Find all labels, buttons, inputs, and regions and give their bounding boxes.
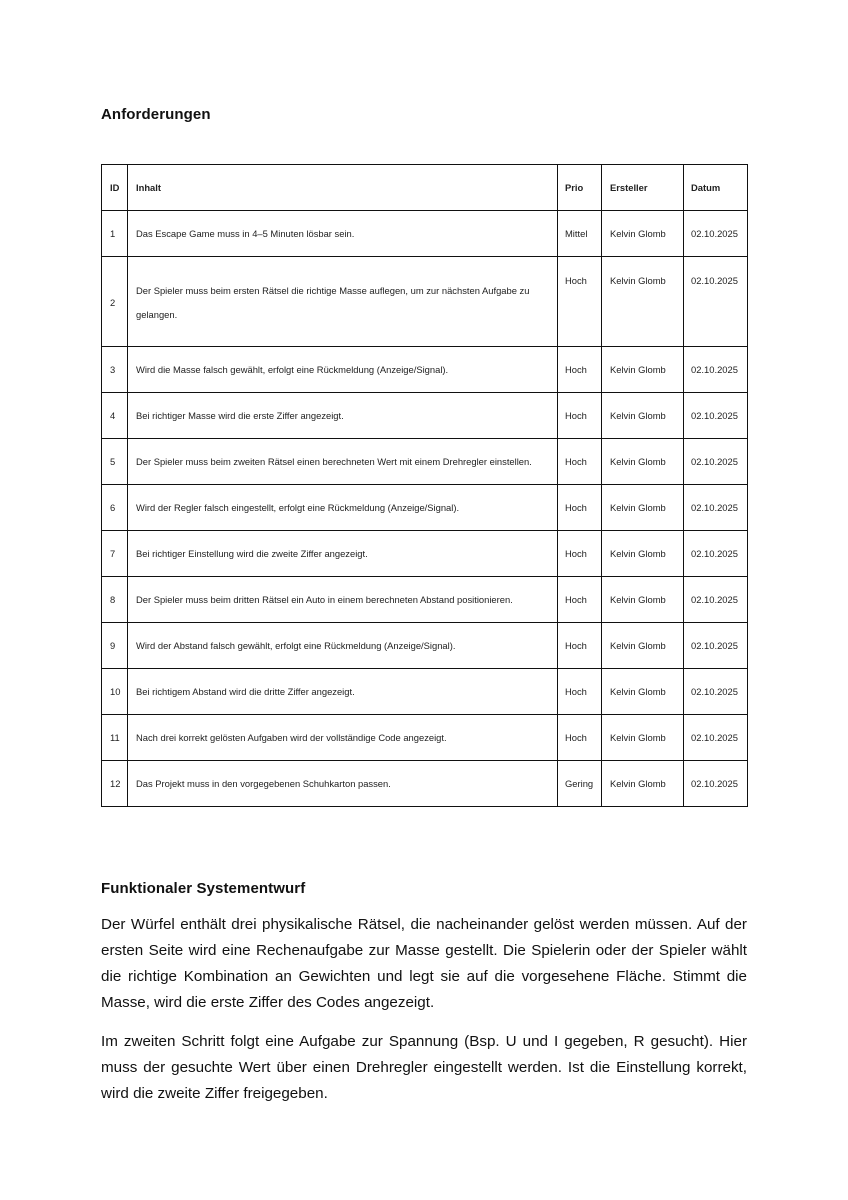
cell-id: 12 bbox=[102, 761, 128, 807]
cell-prio: Hoch bbox=[558, 257, 602, 347]
cell-inhalt: Nach drei korrekt gelösten Aufgaben wird der vollständige Code angezeigt. bbox=[128, 715, 558, 761]
requirements-table bbox=[101, 164, 748, 807]
paragraph: Der Würfel enthält drei physikalische Rätsel, die nacheinander gelöst werden müssen. Auf der ersten Seite wird eine Rechenaufgabe zur Masse gestellt. Die Spielerin oder der Spieler wählt die richtige Kombination an Gewichten und legt sie auf die vorgesehene Fläche. Stimmt die Masse, wird die erste Ziffer des Codes angezeigt. bbox=[101, 916, 747, 1011]
table-row bbox=[102, 211, 748, 257]
cell-prio: Hoch bbox=[558, 669, 602, 715]
cell-datum: 02.10.2025 bbox=[684, 347, 748, 393]
cell-inhalt: Bei richtigem Abstand wird die dritte Ziffer angezeigt. bbox=[128, 669, 558, 715]
table-row bbox=[102, 669, 748, 715]
table-row bbox=[102, 439, 748, 485]
functional-design-heading: Funktionaler Systementwurf bbox=[101, 880, 306, 897]
table-header-row bbox=[102, 165, 748, 211]
cell-ersteller: Kelvin Glomb bbox=[602, 761, 684, 807]
cell-prio: Mittel bbox=[558, 211, 602, 257]
cell-datum: 02.10.2025 bbox=[684, 715, 748, 761]
cell-ersteller: Kelvin Glomb bbox=[602, 439, 684, 485]
cell-inhalt: Das Projekt muss in den vorgegebenen Schuhkarton passen. bbox=[128, 761, 558, 807]
cell-inhalt: Wird der Regler falsch eingestellt, erfolgt eine Rückmeldung (Anzeige/Signal). bbox=[128, 485, 558, 531]
cell-datum: 02.10.2025 bbox=[684, 485, 748, 531]
cell-id: 2 bbox=[102, 257, 128, 347]
header-datum: Datum bbox=[684, 165, 748, 211]
header-id: ID bbox=[102, 165, 128, 211]
cell-ersteller: Kelvin Glomb bbox=[602, 577, 684, 623]
cell-prio: Hoch bbox=[558, 485, 602, 531]
cell-inhalt: Bei richtiger Masse wird die erste Ziffer angezeigt. bbox=[128, 393, 558, 439]
cell-datum: 02.10.2025 bbox=[684, 257, 748, 347]
cell-prio: Hoch bbox=[558, 623, 602, 669]
cell-ersteller: Kelvin Glomb bbox=[602, 715, 684, 761]
cell-id: 4 bbox=[102, 393, 128, 439]
cell-id: 7 bbox=[102, 531, 128, 577]
table-row bbox=[102, 623, 748, 669]
cell-datum: 02.10.2025 bbox=[684, 439, 748, 485]
cell-ersteller: Kelvin Glomb bbox=[602, 623, 684, 669]
requirements-table-body bbox=[102, 211, 748, 807]
cell-datum: 02.10.2025 bbox=[684, 761, 748, 807]
cell-ersteller: Kelvin Glomb bbox=[602, 257, 684, 347]
cell-ersteller: Kelvin Glomb bbox=[602, 669, 684, 715]
cell-id: 1 bbox=[102, 211, 128, 257]
cell-ersteller: Kelvin Glomb bbox=[602, 485, 684, 531]
cell-datum: 02.10.2025 bbox=[684, 623, 748, 669]
cell-id: 9 bbox=[102, 623, 128, 669]
cell-prio: Hoch bbox=[558, 393, 602, 439]
cell-datum: 02.10.2025 bbox=[684, 669, 748, 715]
cell-inhalt: Der Spieler muss beim zweiten Rätsel einen berechneten Wert mit einem Drehregler einstellen. bbox=[128, 439, 558, 485]
paragraph: Im zweiten Schritt folgt eine Aufgabe zur Spannung (Bsp. U und I gegeben, R gesucht). Hier muss der gesuchte Wert über einen Drehregler eingestellt werden. Ist die Einstellung korrekt, wird die zweite Ziffer freigegeben. bbox=[101, 1033, 747, 1102]
cell-inhalt: Wird der Abstand falsch gewählt, erfolgt eine Rückmeldung (Anzeige/Signal). bbox=[128, 623, 558, 669]
cell-id: 5 bbox=[102, 439, 128, 485]
cell-prio: Hoch bbox=[558, 577, 602, 623]
table-row bbox=[102, 715, 748, 761]
cell-datum: 02.10.2025 bbox=[684, 211, 748, 257]
cell-ersteller: Kelvin Glomb bbox=[602, 531, 684, 577]
cell-prio: Hoch bbox=[558, 531, 602, 577]
cell-prio: Hoch bbox=[558, 347, 602, 393]
cell-prio: Hoch bbox=[558, 715, 602, 761]
cell-id: 3 bbox=[102, 347, 128, 393]
cell-id: 10 bbox=[102, 669, 128, 715]
cell-id: 11 bbox=[102, 715, 128, 761]
cell-inhalt: Bei richtiger Einstellung wird die zweite Ziffer angezeigt. bbox=[128, 531, 558, 577]
cell-prio: Gering bbox=[558, 761, 602, 807]
table-row bbox=[102, 257, 748, 347]
cell-inhalt: Wird die Masse falsch gewählt, erfolgt eine Rückmeldung (Anzeige/Signal). bbox=[128, 347, 558, 393]
cell-ersteller: Kelvin Glomb bbox=[602, 211, 684, 257]
cell-prio: Hoch bbox=[558, 439, 602, 485]
header-ersteller: Ersteller bbox=[602, 165, 684, 211]
table-row bbox=[102, 485, 748, 531]
table-row bbox=[102, 577, 748, 623]
cell-inhalt: Der Spieler muss beim ersten Rätsel die richtige Masse auflegen, um zur nächsten Aufgabe zu gelangen. bbox=[128, 257, 558, 347]
cell-datum: 02.10.2025 bbox=[684, 393, 748, 439]
cell-ersteller: Kelvin Glomb bbox=[602, 347, 684, 393]
table-row bbox=[102, 347, 748, 393]
cell-inhalt: Der Spieler muss beim dritten Rätsel ein Auto in einem berechneten Abstand positionieren. bbox=[128, 577, 558, 623]
table-row bbox=[102, 393, 748, 439]
cell-inhalt: Das Escape Game muss in 4–5 Minuten lösbar sein. bbox=[128, 211, 558, 257]
header-prio: Prio bbox=[558, 165, 602, 211]
requirements-heading: Anforderungen bbox=[101, 106, 211, 123]
cell-datum: 02.10.2025 bbox=[684, 577, 748, 623]
cell-id: 6 bbox=[102, 485, 128, 531]
table-row bbox=[102, 761, 748, 807]
table-row bbox=[102, 531, 748, 577]
cell-datum: 02.10.2025 bbox=[684, 531, 748, 577]
cell-id: 8 bbox=[102, 577, 128, 623]
header-inhalt: Inhalt bbox=[128, 165, 558, 211]
cell-ersteller: Kelvin Glomb bbox=[602, 393, 684, 439]
